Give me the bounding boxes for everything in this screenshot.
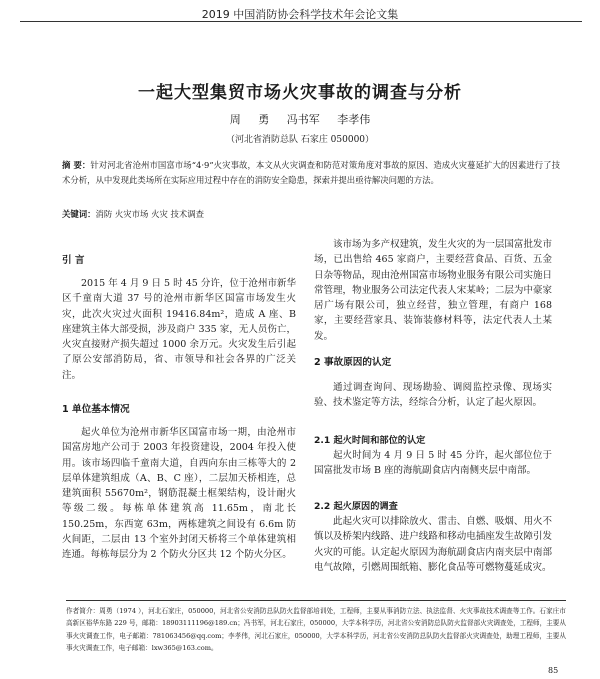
page-number: 85 [548,666,559,675]
running-header: 2019 中国消防协会科学技术年会论文集 [201,8,399,21]
keywords-text: 消防 火灾市场 火灾 技术调查 [95,209,204,219]
market-paragraph: 该市场为多产权建筑，发生火灾的为一层国富批发市场，已出售给 465 家商户，主要经营食品、百货、五金日杂等物品，现由沧州国富市场物业服务有限公司实施日常管理，物业服务公司法定代表人宋某岭；二层为中豪家居广场有限公司，独立经营，独立管理，有商户 168 家，主要经营家具、装饰装修材料等，法定代表人土某发。 [314,239,552,342]
section-2-1-body [314,448,552,479]
paper-title: 一起大型集贸市场火灾事故的调查与分析 [138,83,462,103]
footnote-rule [66,600,566,601]
abstract [62,158,560,188]
section-2-body [314,380,552,411]
authors: 周 勇 冯书军 李孝伟 [229,113,371,126]
section-2-2-heading: 2.2 起火原因的调查 [314,501,398,512]
section-1-heading: 1 单位基本情况 [62,404,130,415]
right-continuation [314,237,552,344]
intro-body [62,276,296,383]
section-2-2-paragraph: 此起火灾可以排除放火、雷击、自燃、吸烟、用火不慎以及桥架内线路、进户线路和移动电插座发生故障引发火灾的可能。认定起火原因为海航副食店内南夹层中南部电气故障，引燃周围纸箱、膨化食品等可燃物蔓延成灾。 [314,516,552,573]
section-2-heading: 2 事故原因的认定 [314,357,392,368]
section-2-paragraph: 通过调查询问、现场勘验、调阅监控录像、现场实验、技术鉴定等方法，经综合分析，认定了起火原因。 [314,382,552,409]
section-2-2-body [314,514,552,575]
intro-heading: 引 言 [62,255,85,266]
header-rule [20,21,582,22]
abstract-text: 针对河北省沧州市国富市场“4·9”火灾事故，本文从火灾调查和防范对策角度对事故的原因、造成火灾蔓延扩大的因素进行了技术分析，从中发现此类场所在实际应用过程中存在的消防安全隐患，探索并提出亟待解决问题的方法。 [62,160,560,185]
author-footnote: 作者简介：周勇（1974 ），河北石家庄，050000，河北省公安消防总队防火监督部培训处，工程师，主要从事消防立法、执法监督、火灾事故技术调查等工作。石家庄市高新区裕华东路 229 号，邮箱：18903111196@189.cn；冯书军，河北石家庄，050000，大学本科学历，河北省公安消防总队防火监督部火灾调查处，工程师，主要从事火灾调查工作，电子邮箱：781063456@qq.com；李孝伟，河北石家庄，050000，大学本科学历，河北省公安消防总队防火监督部火灾调查处，助理工程师，主要从事火灾调查工作，电子邮箱：lxw365@163.com。 [66,607,566,653]
keywords [62,208,560,220]
section-1-body [62,425,296,563]
section-2-1-heading: 2.1 起火时间和部位的认定 [314,435,426,446]
keywords-label: 关键词： [62,209,96,219]
intro-paragraph: 2015 年 4 月 9 日 5 时 45 分许，位于沧州市新华区千童南大道 37 号的沧州市新华区国富市场发生火灾，此次火灾过火面积 19416.84m²，造成 A 座、B 座建筑主体大部受损，涉及商户 335 家，无人员伤亡，火灾直接财产损失超过 1000 余万元。火灾发生后引起了原公安部消防局，省、市领导和社会各界的广泛关注。 [62,278,296,381]
abstract-label: 摘 要： [62,160,91,170]
section-1-paragraph: 起火单位为沧州市新华区国富市场一期，由沧州市国富房地产公司于 2003 年投资建设，2004 年投入使用。该市场四临千童南大道，自西向东由三栋等大的 2 层单体建筑组成（A、B、C 座），二层加天桥相连，总建筑面积 55670m²，钢筋混凝土框架结构，设计耐火等级二级。每栋单体建筑高 11.65m，南北长 150.25m，东西宽 63m，两栋建筑之间设有 6.6m 防火间距，二层由 13 个室外封闭天桥将三个单体建筑相连通。每栋每层分为 2 个防火分区共 12 个防火分区。 [62,427,296,561]
affiliation: （河北省消防总队 石家庄 050000） [225,135,375,145]
section-2-1-paragraph: 起火时间为 4 月 9 日 5 时 45 分许，起火部位位于国富批发市场 B 座的海航副食店内南侧夹层中南部。 [314,450,552,477]
